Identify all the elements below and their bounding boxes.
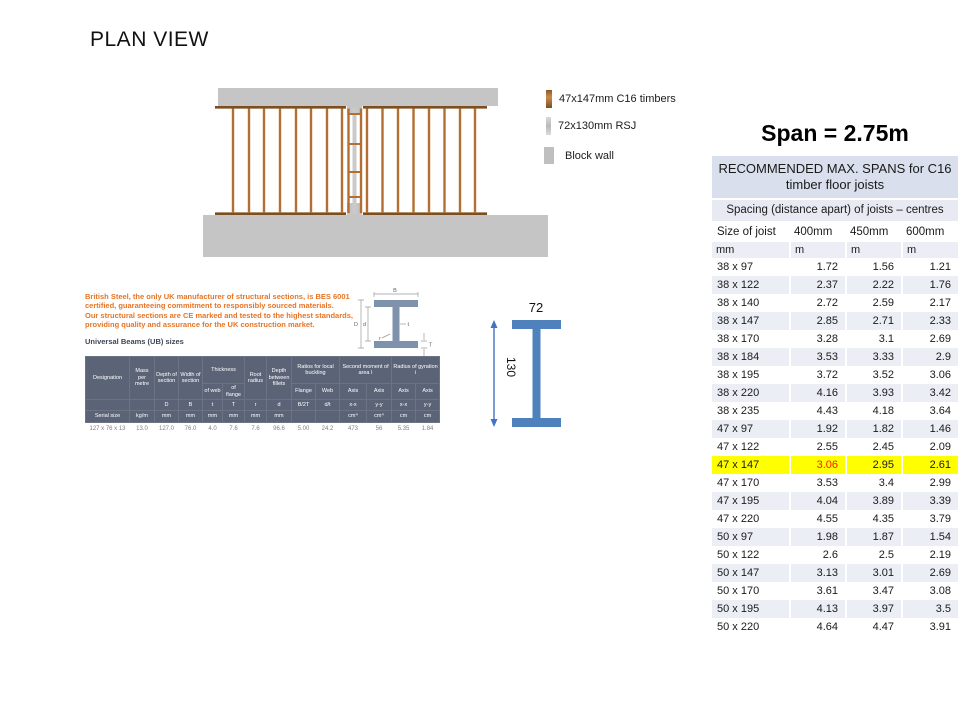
- span-value-cell: 1.87: [846, 528, 902, 546]
- table-row: [712, 258, 958, 276]
- span-value-cell: 4.18: [846, 402, 902, 420]
- column-header: Size of joist: [712, 222, 790, 242]
- table-row: [712, 618, 958, 636]
- span-value-label: Span = 2.75m: [761, 120, 909, 146]
- legend-item-block-wall: [546, 147, 676, 164]
- table-row: [712, 546, 958, 564]
- span-value-cell: 3.79: [902, 510, 958, 528]
- rsj-swatch-icon: [546, 117, 551, 135]
- joist-size-cell: 50 x 220: [712, 618, 790, 636]
- joist-size-cell: 47 x 97: [712, 420, 790, 438]
- joist-size-cell: 50 x 170: [712, 582, 790, 600]
- ub-header-row-groups: [86, 357, 440, 384]
- span-value-cell: 3.01: [846, 564, 902, 582]
- table-row: [712, 564, 958, 582]
- span-value-cell: 1.92: [790, 420, 846, 438]
- span-table-subtitle: Spacing (distance apart) of joists – centres: [712, 199, 958, 222]
- span-value-cell: 4.55: [790, 510, 846, 528]
- span-value-cell: 2.17: [902, 294, 958, 312]
- ub-cell: 24.2: [316, 423, 340, 436]
- table-row: [712, 492, 958, 510]
- ub-cell: cm: [416, 411, 440, 423]
- ub-sizes-heading: Universal Beams (UB) sizes: [85, 337, 184, 346]
- ub-cell: r: [245, 400, 267, 411]
- unit-cell: m: [902, 242, 958, 258]
- span-table-title-row: [712, 156, 958, 199]
- span-value-cell: 3.06: [790, 456, 846, 474]
- column-header: 600mm: [902, 222, 958, 242]
- joist-size-cell: 47 x 147: [712, 456, 790, 474]
- span-value-cell: 3.97: [846, 600, 902, 618]
- span-value-cell: 2.69: [902, 330, 958, 348]
- ub-header: of web: [203, 384, 223, 400]
- ub-cell: [130, 400, 155, 411]
- span-value-cell: 1.82: [846, 420, 902, 438]
- legend-label: 72x130mm RSJ: [558, 120, 637, 132]
- ub-cell: 76.0: [179, 423, 203, 436]
- span-value-cell: 4.16: [790, 384, 846, 402]
- ub-cell: kg/m: [130, 411, 155, 423]
- span-value-cell: 3.13: [790, 564, 846, 582]
- ub-cell: mm: [155, 411, 179, 423]
- ub-cell: t: [203, 400, 223, 411]
- span-value-cell: 2.9: [902, 348, 958, 366]
- span-value-cell: 2.33: [902, 312, 958, 330]
- span-value-cell: 2.37: [790, 276, 846, 294]
- dim-label-T: T: [429, 342, 433, 349]
- span-table-body: [712, 258, 958, 636]
- dim-label-D: D: [354, 322, 358, 328]
- span-value-cell: 3.06: [902, 366, 958, 384]
- ub-header: Mass per metre: [130, 357, 155, 400]
- joist-size-cell: 50 x 97: [712, 528, 790, 546]
- ub-header: Designation: [86, 357, 130, 400]
- ub-header: Thickness: [203, 357, 245, 384]
- span-value-cell: 2.69: [902, 564, 958, 582]
- span-value-cell: 3.1: [846, 330, 902, 348]
- ub-cell: D: [155, 400, 179, 411]
- ub-cell: 7.6: [223, 423, 245, 436]
- joist-size-cell: 38 x 220: [712, 384, 790, 402]
- bs-text-line: British Steel, the only UK manufacturer of structural sections, is BES 6001: [85, 292, 350, 301]
- ub-cell: 127 x 76 x 13: [86, 423, 130, 436]
- table-row: [712, 528, 958, 546]
- ub-header: Flange: [292, 384, 316, 400]
- plan-view-diagram: [190, 80, 570, 266]
- column-header: 400mm: [790, 222, 846, 242]
- ub-cell: 7.6: [245, 423, 267, 436]
- column-header: 450mm: [846, 222, 902, 242]
- table-row: [712, 456, 958, 474]
- span-table-header-row: [712, 222, 958, 242]
- ub-header: Axis: [416, 384, 440, 400]
- ub-cell: T: [223, 400, 245, 411]
- table-row: [712, 600, 958, 618]
- span-value-cell: 2.61: [902, 456, 958, 474]
- span-value-cell: 1.72: [790, 258, 846, 276]
- bs-text-line: providing quality and assurance for the UK construction market.: [85, 320, 315, 330]
- british-steel-text: [85, 292, 353, 330]
- joist-size-cell: 47 x 195: [712, 492, 790, 510]
- ub-header: Radius of gyration i: [392, 357, 440, 384]
- span-value-cell: 3.08: [902, 582, 958, 600]
- rsj-ibeam-shape: [512, 320, 561, 427]
- ub-cell: cm: [392, 411, 416, 423]
- ub-cell: [316, 411, 340, 423]
- dim-label-t: t: [407, 322, 410, 328]
- joist-size-cell: 38 x 195: [712, 366, 790, 384]
- ub-cell: x-x: [340, 400, 367, 411]
- ub-cell: B/2T: [292, 400, 316, 411]
- ub-row-units: [86, 411, 440, 423]
- ub-header: Axis: [340, 384, 367, 400]
- joist-size-cell: 38 x 97: [712, 258, 790, 276]
- ub-cell: x-x: [392, 400, 416, 411]
- joist-size-cell: 47 x 220: [712, 510, 790, 528]
- rsj-dim-arrow: [491, 320, 498, 427]
- legend-item-timber: [546, 90, 676, 108]
- ub-cell: 5.35: [392, 423, 416, 436]
- ub-cell: mm: [245, 411, 267, 423]
- table-row: [712, 402, 958, 420]
- joist-size-cell: 50 x 122: [712, 546, 790, 564]
- legend-item-rsj: [546, 117, 676, 135]
- dim-label-r: r: [379, 336, 381, 342]
- ub-header: Axis: [367, 384, 392, 400]
- ub-header: Ratios for local buckling: [292, 357, 340, 384]
- ub-header: Depth of section: [155, 357, 179, 400]
- span-value-cell: 2.72: [790, 294, 846, 312]
- span-value-cell: 2.99: [902, 474, 958, 492]
- joist-size-cell: 38 x 140: [712, 294, 790, 312]
- span-value-cell: 1.76: [902, 276, 958, 294]
- table-row: [712, 312, 958, 330]
- span-value-cell: 3.33: [846, 348, 902, 366]
- span-value-cell: 4.13: [790, 600, 846, 618]
- span-table-units-row: [712, 242, 958, 258]
- ub-cell: y-y: [367, 400, 392, 411]
- table-row: [712, 384, 958, 402]
- span-value-cell: 3.93: [846, 384, 902, 402]
- span-value-cell: 3.89: [846, 492, 902, 510]
- ub-cell: mm: [267, 411, 292, 423]
- ub-section-diagram: [352, 288, 440, 360]
- legend-label: Block wall: [565, 149, 614, 162]
- block-wall-swatch-icon: [544, 147, 554, 164]
- bottom-block-wall: [203, 215, 548, 257]
- legend: [546, 90, 676, 173]
- legend-label: 47x147mm C16 timbers: [559, 93, 676, 105]
- ub-header: Web: [316, 384, 340, 400]
- joist-size-cell: 47 x 122: [712, 438, 790, 456]
- span-table-subtitle-row: [712, 199, 958, 222]
- block-walls: [203, 88, 548, 257]
- top-block-wall: [218, 88, 498, 106]
- rsj-width-label: 72: [528, 300, 544, 315]
- span-value-cell: 1.56: [846, 258, 902, 276]
- ub-cell: Serial size: [86, 411, 130, 423]
- bs-text-line: Our structural sections are CE marked and tested to the highest standards,: [85, 310, 353, 320]
- ub-header: of flange: [223, 384, 245, 400]
- span-value-cell: 2.45: [846, 438, 902, 456]
- ub-header: Second moment of area I: [340, 357, 392, 384]
- span-value-cell: 1.46: [902, 420, 958, 438]
- joist-size-cell: 38 x 235: [712, 402, 790, 420]
- ub-header: Depth between fillets: [267, 357, 292, 400]
- span-value-cell: 2.6: [790, 546, 846, 564]
- ub-row-data: [86, 423, 440, 436]
- ub-cell: [86, 400, 130, 411]
- joist-size-cell: 50 x 195: [712, 600, 790, 618]
- span-value-cell: 3.28: [790, 330, 846, 348]
- ub-cell: mm: [203, 411, 223, 423]
- page-title: PLAN VIEW: [90, 28, 209, 51]
- table-row: [712, 420, 958, 438]
- span-value-cell: 2.59: [846, 294, 902, 312]
- ub-cell: 5.00: [292, 423, 316, 436]
- span-value-cell: 2.85: [790, 312, 846, 330]
- span-table-title: RECOMMENDED MAX. SPANS for C16 timber floor joists: [712, 156, 958, 199]
- joist-size-cell: 38 x 170: [712, 330, 790, 348]
- table-row: [712, 330, 958, 348]
- table-row: [712, 294, 958, 312]
- unit-cell: mm: [712, 242, 790, 258]
- span-value-cell: 3.47: [846, 582, 902, 600]
- ub-cell: [292, 411, 316, 423]
- span-value-cell: 3.4: [846, 474, 902, 492]
- ub-cell: 96.6: [267, 423, 292, 436]
- ub-cell: 127.0: [155, 423, 179, 436]
- span-value-cell: 2.71: [846, 312, 902, 330]
- ub-cell: B: [179, 400, 203, 411]
- ub-cell: d/t: [316, 400, 340, 411]
- span-value-cell: 3.42: [902, 384, 958, 402]
- span-value-cell: 4.35: [846, 510, 902, 528]
- span-value-cell: 3.53: [790, 474, 846, 492]
- ub-cell: 13.0: [130, 423, 155, 436]
- span-value-cell: 2.55: [790, 438, 846, 456]
- span-value-cell: 2.95: [846, 456, 902, 474]
- table-row: [712, 366, 958, 384]
- span-value-cell: 3.61: [790, 582, 846, 600]
- ub-cell: y-y: [416, 400, 440, 411]
- span-value-cell: 2.5: [846, 546, 902, 564]
- ub-header: Axis: [392, 384, 416, 400]
- dim-label-B: B: [393, 288, 397, 294]
- span-value-cell: 3.53: [790, 348, 846, 366]
- span-value-cell: 1.98: [790, 528, 846, 546]
- dim-label-d: d: [363, 322, 367, 328]
- ub-header: Root radius: [245, 357, 267, 400]
- table-row: [712, 510, 958, 528]
- rsj-section-drawing: [480, 295, 575, 440]
- table-row: [712, 474, 958, 492]
- ub-cell: 56: [367, 423, 392, 436]
- span-value-cell: 1.54: [902, 528, 958, 546]
- span-value-cell: 4.47: [846, 618, 902, 636]
- joist-size-cell: 50 x 147: [712, 564, 790, 582]
- span-value-cell: 1.21: [902, 258, 958, 276]
- span-value-cell: 2.22: [846, 276, 902, 294]
- ub-cell: mm: [179, 411, 203, 423]
- rsj-height-label: 130: [504, 356, 518, 378]
- ub-cell: 473: [340, 423, 367, 436]
- table-row: [712, 582, 958, 600]
- span-table: [712, 156, 958, 636]
- span-value-cell: 2.19: [902, 546, 958, 564]
- ub-cell: 1.84: [416, 423, 440, 436]
- ub-row-letters: [86, 400, 440, 411]
- unit-cell: m: [790, 242, 846, 258]
- span-table-container: [712, 156, 958, 636]
- bs-text-line: certified, guaranteeing commitment to responsibly sourced materials.: [85, 301, 334, 311]
- span-value-cell: 4.04: [790, 492, 846, 510]
- ub-cell: mm: [223, 411, 245, 423]
- span-value-cell: 3.72: [790, 366, 846, 384]
- table-row: [712, 438, 958, 456]
- span-value-cell: 4.64: [790, 618, 846, 636]
- span-value-cell: 3.64: [902, 402, 958, 420]
- span-value-cell: 3.91: [902, 618, 958, 636]
- joist-size-cell: 47 x 170: [712, 474, 790, 492]
- table-row: [712, 348, 958, 366]
- span-value-cell: 2.09: [902, 438, 958, 456]
- ub-table: [85, 356, 440, 435]
- ub-cell: cm⁴: [367, 411, 392, 423]
- joist-size-cell: 38 x 184: [712, 348, 790, 366]
- ub-cell: cm⁴: [340, 411, 367, 423]
- joist-size-cell: 38 x 122: [712, 276, 790, 294]
- ub-header: Width of section: [179, 357, 203, 400]
- joist-size-cell: 38 x 147: [712, 312, 790, 330]
- table-row: [712, 276, 958, 294]
- span-value-cell: 4.43: [790, 402, 846, 420]
- unit-cell: m: [846, 242, 902, 258]
- span-value-cell: 3.5: [902, 600, 958, 618]
- timber-swatch-icon: [546, 90, 552, 108]
- ub-cell: d: [267, 400, 292, 411]
- span-value-cell: 3.39: [902, 492, 958, 510]
- ub-cell: 4.0: [203, 423, 223, 436]
- span-value-cell: 3.52: [846, 366, 902, 384]
